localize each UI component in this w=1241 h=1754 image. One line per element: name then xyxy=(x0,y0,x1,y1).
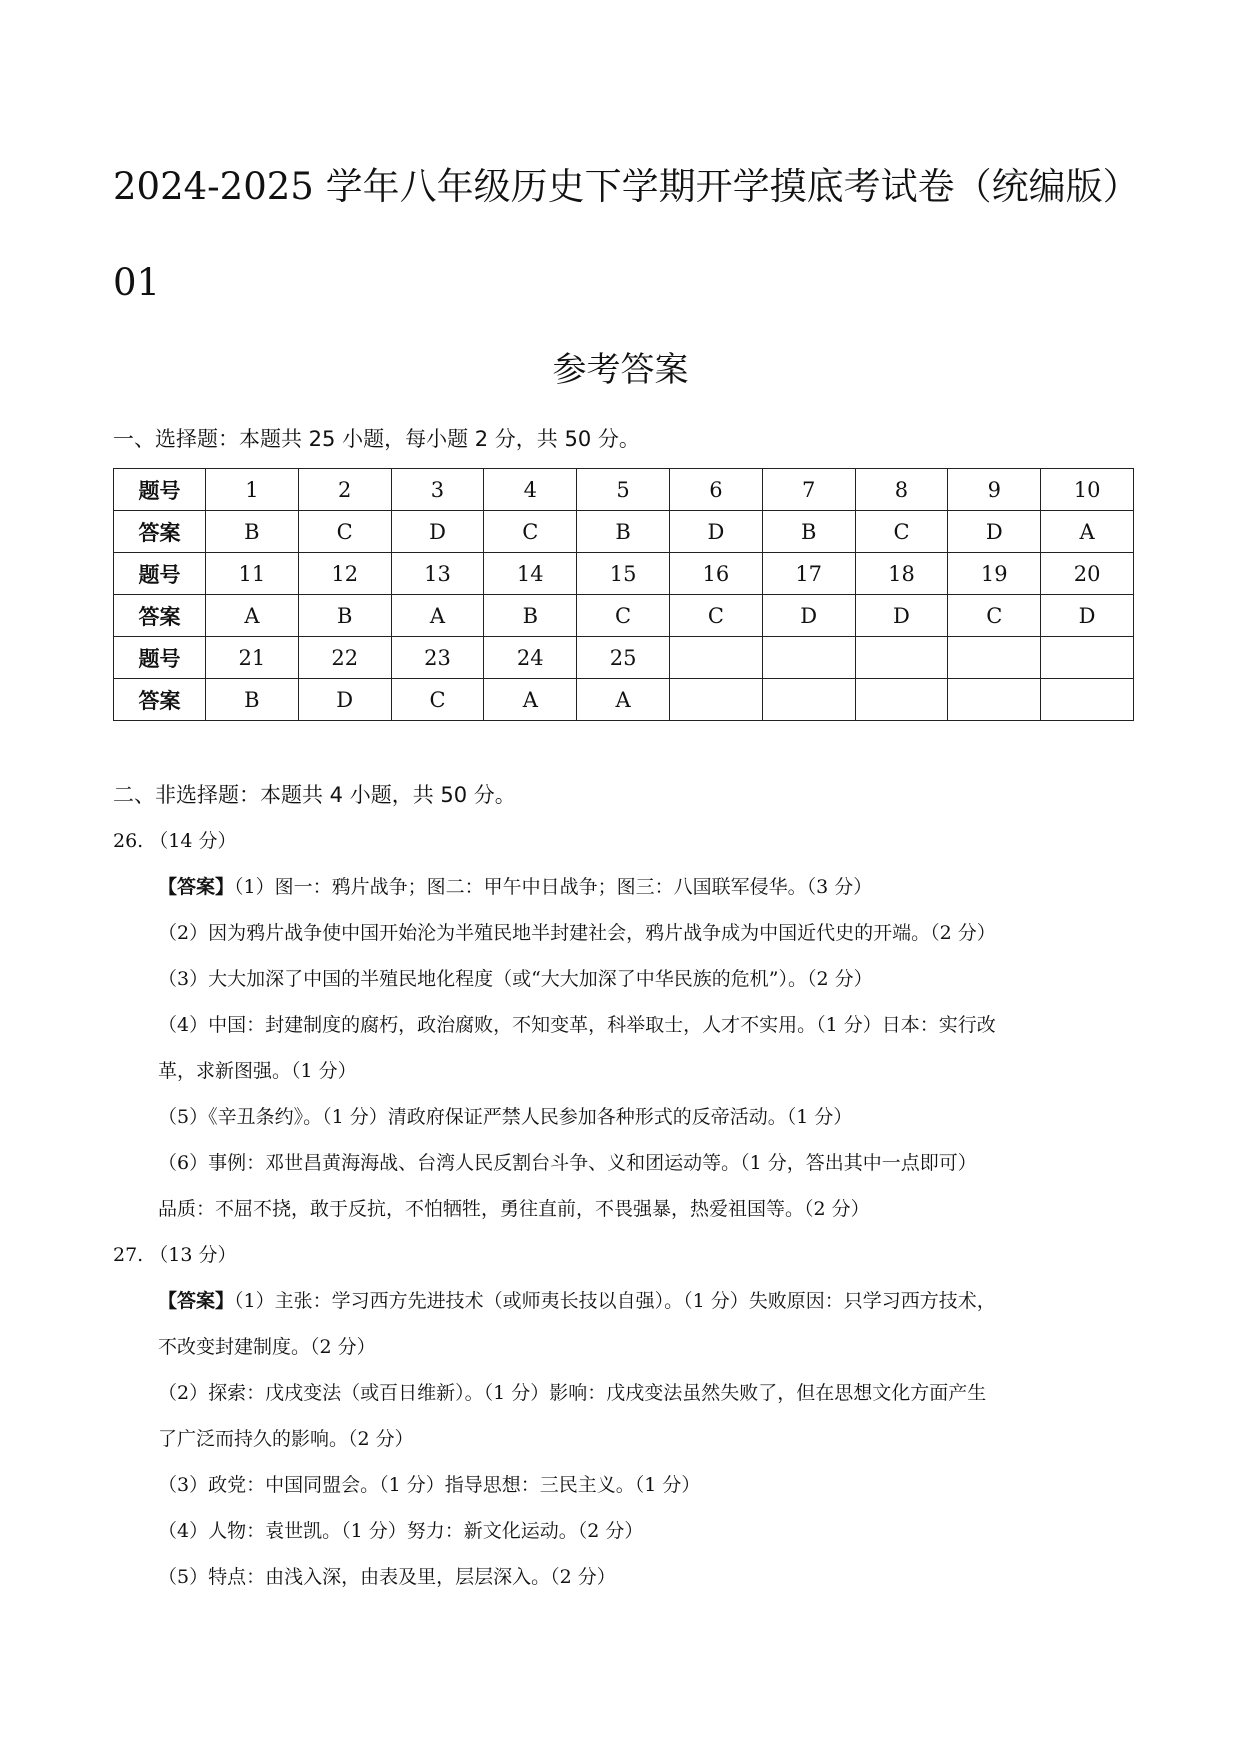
question-number-cell xyxy=(855,637,948,679)
answer-cell: C xyxy=(948,595,1041,637)
answer-cell: A xyxy=(577,679,670,721)
question-number-cell: 16 xyxy=(669,553,762,595)
question-number-cell: 18 xyxy=(855,553,948,595)
question-27-line-4: 了广泛而持久的影响。（2 分） xyxy=(158,1428,414,1450)
question-27-line-3: （2）探索：戊戌变法（或百日维新）。（1 分）影响：戊戌变法虽然失败了，但在思想文化方面产生 xyxy=(158,1382,987,1404)
question-number-cell: 19 xyxy=(948,553,1041,595)
answer-cell: B xyxy=(577,511,670,553)
answer-tag: 【答案】 xyxy=(158,1290,235,1312)
answer-cell: D xyxy=(1041,595,1134,637)
question-number-cell: 3 xyxy=(391,469,484,511)
page-subtitle: 参考答案 xyxy=(552,350,689,390)
answer-cell: B xyxy=(762,511,855,553)
answer-cell: B xyxy=(206,679,299,721)
question-number-cell: 14 xyxy=(484,553,577,595)
question-number-cell: 21 xyxy=(206,637,299,679)
row-label-question: 题号 xyxy=(114,469,206,511)
question-number-cell: 11 xyxy=(206,553,299,595)
answer-cell xyxy=(948,679,1041,721)
document-title: 2024-2025 学年八年级历史下学期开学摸底考试卷（统编版） xyxy=(113,165,1140,208)
document-title-number: 01 xyxy=(113,261,161,304)
question-26-heading: 26. （14 分） xyxy=(113,830,237,852)
question-26-line-3: （3）大大加深了中国的半殖民地化程度（或“大大加深了中华民族的危机”）。（2 分） xyxy=(158,968,873,990)
question-number-cell xyxy=(1041,637,1134,679)
question-number-cell: 8 xyxy=(855,469,948,511)
row-label-question: 题号 xyxy=(114,553,206,595)
question-number-cell: 25 xyxy=(577,637,670,679)
question-number-cell: 12 xyxy=(298,553,391,595)
question-26-line-7: （6）事例：邓世昌黄海海战、台湾人民反割台斗争、义和团运动等。（1 分，答出其中一点即可） xyxy=(158,1152,977,1174)
question-27-line-1: 【答案】（1）主张：学习西方先进技术（或师夷长技以自强）。（1 分）失败原因：只学习西方技术， xyxy=(158,1290,996,1312)
answer-table xyxy=(113,468,1134,721)
question-number-cell: 9 xyxy=(948,469,1041,511)
answer-cell: C xyxy=(669,595,762,637)
answer-cell xyxy=(1041,679,1134,721)
answer-cell: C xyxy=(577,595,670,637)
question-26-line-5: 革，求新图强。（1 分） xyxy=(158,1060,357,1082)
question-number-cell: 13 xyxy=(391,553,484,595)
answer-row xyxy=(114,511,1134,553)
row-label-answer: 答案 xyxy=(114,679,206,721)
question-number-row xyxy=(114,637,1134,679)
section2-heading: 二、非选择题：本题共 4 小题，共 50 分。 xyxy=(113,783,516,807)
question-number-cell xyxy=(762,637,855,679)
question-26-line-2: （2）因为鸦片战争使中国开始沦为半殖民地半封建社会，鸦片战争成为中国近代史的开端。（2 分） xyxy=(158,922,996,944)
question-27-line-2: 不改变封建制度。（2 分） xyxy=(158,1336,376,1358)
question-number-cell: 15 xyxy=(577,553,670,595)
answer-cell: C xyxy=(855,511,948,553)
row-label-answer: 答案 xyxy=(114,595,206,637)
question-26-line-1: 【答案】（1）图一：鸦片战争；图二：甲午中日战争；图三：八国联军侵华。（3 分） xyxy=(158,876,873,898)
answer-cell: D xyxy=(391,511,484,553)
question-number-row xyxy=(114,553,1134,595)
question-number-cell: 23 xyxy=(391,637,484,679)
question-26-line-6: （5）《辛丑条约》。（1 分）清政府保证严禁人民参加各种形式的反帝活动。（1 分） xyxy=(158,1106,853,1128)
answer-cell: D xyxy=(669,511,762,553)
answer-cell xyxy=(762,679,855,721)
answer-cell: D xyxy=(855,595,948,637)
question-number-cell: 24 xyxy=(484,637,577,679)
answer-cell xyxy=(669,679,762,721)
question-27-line-6: （4）人物：袁世凯。（1 分）努力：新文化运动。（2 分） xyxy=(158,1520,644,1542)
section1-heading: 一、选择题：本题共 25 小题，每小题 2 分，共 50 分。 xyxy=(113,427,640,451)
question-number-cell: 10 xyxy=(1041,469,1134,511)
question-number-cell: 2 xyxy=(298,469,391,511)
row-label-question: 题号 xyxy=(114,637,206,679)
answer-row xyxy=(114,595,1134,637)
answer-cell: C xyxy=(391,679,484,721)
question-27-heading: 27. （13 分） xyxy=(113,1244,237,1266)
question-26-line-8: 品质：不屈不挠，敢于反抗，不怕牺牲，勇往直前，不畏强暴，热爱祖国等。（2 分） xyxy=(158,1198,870,1220)
question-number-row xyxy=(114,469,1134,511)
question-26-line-4: （4）中国：封建制度的腐朽，政治腐败，不知变革，科举取士，人才不实用。（1 分）日本：实行改 xyxy=(158,1014,996,1036)
answer-tag: 【答案】 xyxy=(158,876,235,898)
question-number-cell: 22 xyxy=(298,637,391,679)
answer-cell: A xyxy=(1041,511,1134,553)
question-number-cell: 4 xyxy=(484,469,577,511)
answer-cell: D xyxy=(762,595,855,637)
answer-row xyxy=(114,679,1134,721)
question-number-cell: 20 xyxy=(1041,553,1134,595)
answer-cell xyxy=(855,679,948,721)
answer-cell: A xyxy=(484,679,577,721)
answer-cell: D xyxy=(948,511,1041,553)
question-number-cell: 6 xyxy=(669,469,762,511)
answer-cell: B xyxy=(298,595,391,637)
question-27-line-5: （3）政党：中国同盟会。（1 分）指导思想：三民主义。（1 分） xyxy=(158,1474,701,1496)
answer-cell: A xyxy=(206,595,299,637)
row-label-answer: 答案 xyxy=(114,511,206,553)
question-number-cell: 7 xyxy=(762,469,855,511)
question-number-cell xyxy=(948,637,1041,679)
answer-cell: C xyxy=(484,511,577,553)
question-number-cell: 1 xyxy=(206,469,299,511)
answer-cell: B xyxy=(206,511,299,553)
question-number-cell xyxy=(669,637,762,679)
answer-cell: C xyxy=(298,511,391,553)
answer-cell: B xyxy=(484,595,577,637)
answer-cell: A xyxy=(391,595,484,637)
answer-cell: D xyxy=(298,679,391,721)
question-number-cell: 17 xyxy=(762,553,855,595)
question-number-cell: 5 xyxy=(577,469,670,511)
question-27-line-7: （5）特点：由浅入深，由表及里，层层深入。（2 分） xyxy=(158,1566,616,1588)
